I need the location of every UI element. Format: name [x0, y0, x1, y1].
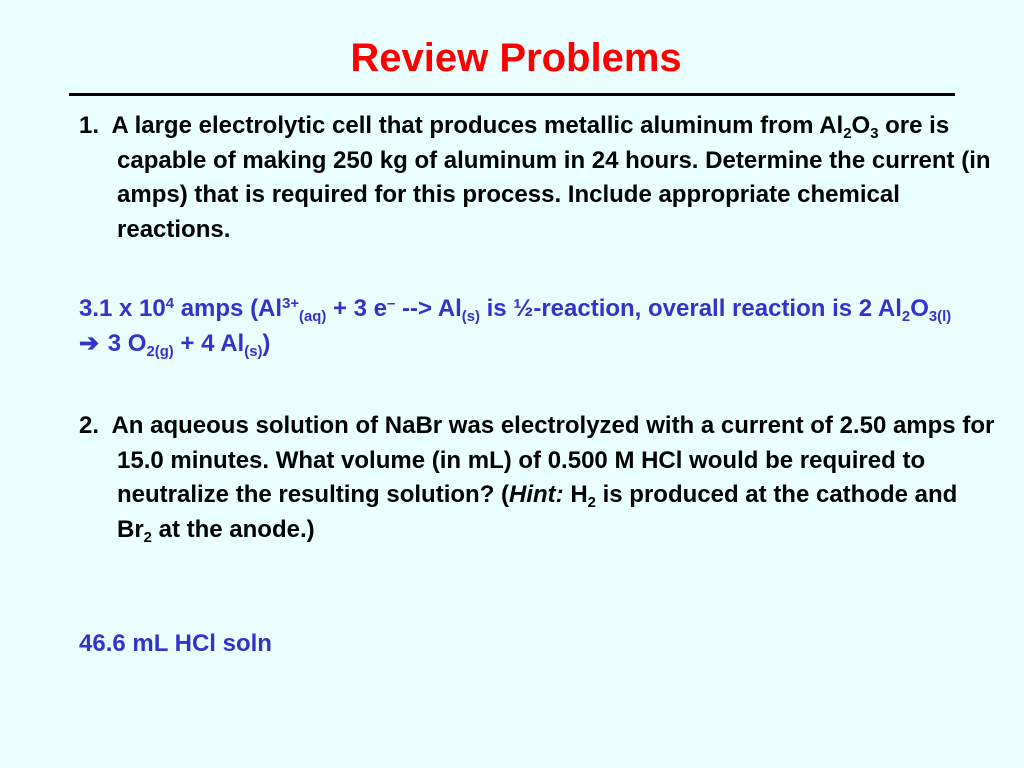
- hint-label: Hint:: [509, 481, 564, 508]
- problem-1-subscript: 3: [870, 126, 879, 143]
- problem-2-text: is produced at the cathode and Br: [117, 481, 958, 543]
- answer-1-subscript: (s): [244, 343, 263, 360]
- answer-1-text: ): [262, 329, 271, 357]
- problem-2-subscript: 2: [587, 495, 596, 512]
- answer-1-text: + 3 e: [326, 295, 388, 322]
- answer-1-superscript: –: [387, 295, 396, 312]
- problem-2-text: An aqueous solution of NaBr was electrolyzed with a current of 2.50 amps for 15.0 minutes. What volume (in mL) of 0.500 M HCl would be required to neutralize the resulting solution? (: [111, 412, 995, 508]
- answer-1: [79, 292, 959, 361]
- problem-1-number: 1.: [79, 112, 100, 139]
- answer-1-subscript: 2: [901, 309, 911, 326]
- answer-2: [79, 627, 959, 662]
- answer-1-text: + 4 Al: [173, 329, 245, 357]
- problem-2-number: 2.: [79, 412, 100, 439]
- problem-2-text: H: [563, 481, 588, 508]
- problem-1-text: O: [851, 112, 871, 139]
- problem-1: [79, 109, 997, 247]
- answer-1-text: amps (Al: [174, 295, 283, 322]
- answer-2-text: 46.6 mL HCl soln: [79, 630, 272, 657]
- problem-2: [79, 409, 997, 547]
- answer-1-superscript: 3+: [282, 295, 300, 312]
- problem-1-subscript: 2: [843, 126, 852, 143]
- reaction-arrow-icon: ➔: [79, 329, 100, 357]
- answer-1-text: 3.1 x 10: [79, 295, 166, 322]
- answer-1-subscript: (aq): [299, 309, 327, 326]
- answer-1-subscript: (s): [461, 309, 480, 326]
- answer-1-text: 3 O: [101, 329, 147, 357]
- answer-1-subscript: 2(g): [146, 343, 174, 360]
- problem-2-text: at the anode.): [151, 515, 315, 543]
- problem-1-text: A large electrolytic cell that produces metallic aluminum from Al: [111, 112, 844, 139]
- answer-1-text: is ½-reaction, overall reaction is 2 Al: [479, 295, 902, 322]
- slide-title: Review Problems: [350, 36, 682, 80]
- answer-1-text: --> Al: [395, 295, 462, 322]
- answer-1-superscript: 4: [165, 295, 175, 312]
- answer-1-subscript: 3(l): [928, 309, 952, 326]
- title-divider: [69, 93, 955, 96]
- problem-2-subscript: 2: [143, 529, 152, 546]
- problem-1-text: ore is capable of making 250 kg of aluminum in 24 hours. Determine the current (in amps) that is required for this process. Include appropriate chemical reactions.: [117, 112, 991, 243]
- answer-1-text: O: [910, 295, 929, 322]
